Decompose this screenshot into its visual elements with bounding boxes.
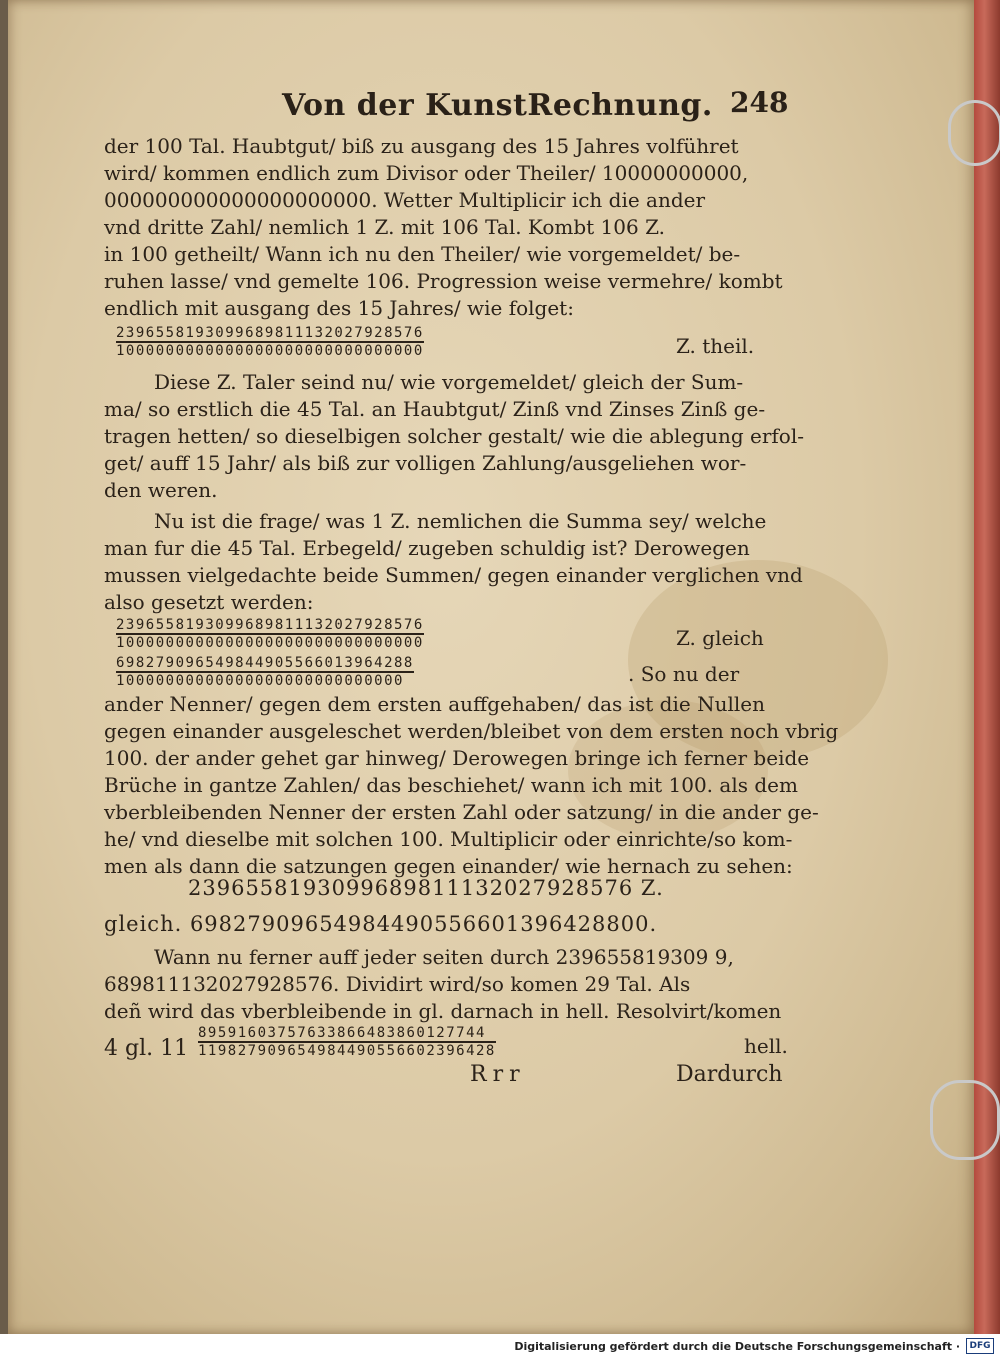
text-line: endlich mit ausgang des 15 Jahres/ wie folget: — [104, 296, 574, 320]
paragraph-4 — [104, 691, 839, 880]
fraction-numerator: 2396558193099689811132027928576 — [116, 617, 424, 633]
text-line: ruhen lasse/ vnd gemelte 106. Progression weise vermehre/ kombt — [104, 269, 783, 293]
text-line: 100. der ander gehet gar hinweg/ Derowegen bringe ich ferner beide — [104, 746, 810, 770]
text-line: vnd dritte Zahl/ nemlich 1 Z. mit 106 Tal. Kombt 106 Z. — [104, 215, 665, 239]
fraction-suffix: Z. gleich — [676, 626, 764, 650]
equation-line-2: gleich. 69827909654984490556601396428800. — [104, 912, 658, 936]
text-line: mussen vielgedachte beide Summen/ gegen einander verglichen vnd — [104, 563, 803, 587]
fraction-numerator: 698279096549844905566013964288 — [116, 655, 414, 671]
page-header — [260, 86, 800, 130]
paper-clip-top — [948, 100, 1000, 166]
text-line: 000000000000000000000. Wetter Multiplicir ich die ander — [104, 188, 706, 212]
dfg-logo: DFG — [966, 1338, 994, 1354]
text-line: 689811132027928576. Dividirt wird/so komen 29 Tal. Als — [104, 972, 691, 996]
catchword: Dardurch — [676, 1062, 783, 1087]
text-line: Diese Z. Taler seind nu/ wie vorgemeldet/ gleich der Sum- — [154, 370, 744, 394]
text-line: gegen einander ausgeleschet werden/bleibet von dem ersten noch vbrig — [104, 719, 839, 743]
text-line: ander Nenner/ gegen dem ersten auffgehaben/ das ist die Nullen — [104, 692, 765, 716]
fraction-denominator: 1000000000000000000000000000000 — [116, 343, 424, 359]
fraction-3 — [116, 656, 414, 688]
text-line: tragen hetten/ so dieselbigen solcher gestalt/ wie die ablegung erfol- — [104, 424, 804, 448]
equation-line-1: 2396558193099689811132027928576 Z. — [188, 876, 664, 900]
text-line: Wann nu ferner auff jeder seiten durch 239655819309 9, — [154, 945, 734, 969]
fraction-2 — [116, 618, 424, 650]
text-line: deñ wird das vberbleibende in gl. darnach in hell. Resolvirt/komen — [104, 999, 782, 1023]
fraction-prefix: 4 gl. 11 — [104, 1036, 189, 1061]
fraction-numerator: 89591603757633866483860127744 — [198, 1025, 486, 1041]
text-line: Brüche in gantze Zahlen/ das beschiehet/ wann ich mit 100. als dem — [104, 773, 798, 797]
text-line: Nu ist die frage/ was 1 Z. nemlichen die Summa sey/ welche — [154, 509, 767, 533]
text-line: den weren. — [104, 478, 218, 502]
text-line: get/ auff 15 Jahr/ als biß zur volligen Zahlung/ausgeliehen wor- — [104, 451, 747, 475]
text-line: ma/ so erstlich die 45 Tal. an Haubtgut/ Zinß vnd Zinses Zinß ge- — [104, 397, 766, 421]
text-line: he/ vnd dieselbe mit solchen 100. Multiplicir oder einrichte/so kom- — [104, 827, 793, 851]
fraction-numerator: 2396558193099689811132027928576 — [116, 325, 424, 341]
text-line: also gesetzt werden: — [104, 590, 314, 614]
fraction-denominator: 10000000000000000000000000000 — [116, 673, 404, 689]
fraction-4 — [198, 1026, 496, 1058]
paragraph-5 — [104, 944, 792, 1025]
text-line: vberbleibenden Nenner der ersten Zahl oder satzung/ in die ander ge- — [104, 800, 819, 824]
fraction-suffix: Z. theil. — [676, 334, 755, 358]
fraction-1 — [116, 326, 424, 358]
text-line: wird/ kommen endlich zum Divisor oder Theiler/ 10000000000, — [104, 161, 749, 185]
signature-mark: Rrr — [470, 1062, 526, 1087]
fraction-denominator: 119827909654984490556602396428 — [198, 1043, 496, 1059]
fraction-suffix: . So nu der — [628, 662, 740, 686]
paragraph-1 — [104, 133, 792, 322]
footer-credit: Digitalisierung gefördert durch die Deutsche Forschungsgemeinschaft · — [514, 1340, 960, 1353]
text-line: der 100 Tal. Haubtgut/ biß zu ausgang des 15 Jahres volführet — [104, 134, 739, 158]
running-title: Von der KunstRechnung. — [282, 88, 713, 123]
paper-clip-bottom — [930, 1080, 1000, 1160]
fraction-denominator: 1000000000000000000000000000000 — [116, 635, 424, 651]
paragraph-3 — [104, 508, 803, 616]
paragraph-2 — [104, 369, 804, 504]
text-line: man fur die 45 Tal. Erbegeld/ zugeben schuldig ist? Derowegen — [104, 536, 750, 560]
page-number: 248 — [730, 86, 789, 119]
text-line: men als dann die satzungen gegen einander/ wie hernach zu sehen: — [104, 854, 793, 878]
fraction-suffix: hell. — [744, 1034, 788, 1058]
text-line: in 100 getheilt/ Wann ich nu den Theiler/ wie vorgemeldet/ be- — [104, 242, 741, 266]
